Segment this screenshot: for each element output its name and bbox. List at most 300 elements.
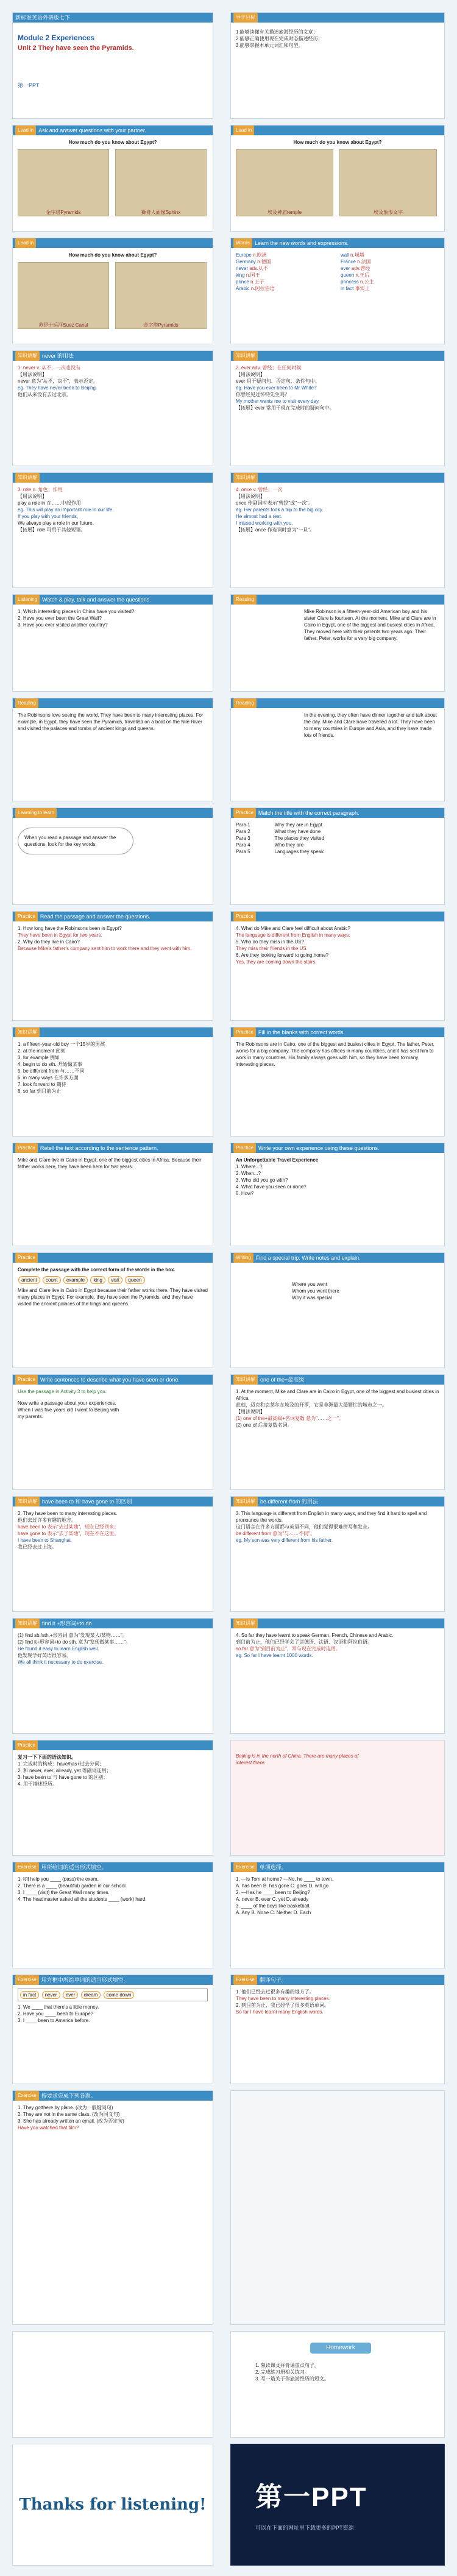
ever-line-6: My mother wants me to visit every day. — [236, 399, 320, 404]
sphinx-label: 狮身人面像Sphinx — [141, 210, 181, 215]
pyramid-image — [18, 149, 109, 216]
retell-para: Mike and Clare live in Cairo in Egypt, one of the biggest cities in Africa. Because their father works here, they have been here for two years. — [18, 1157, 202, 1169]
retell-bar — [13, 1143, 213, 1153]
reading-tag-3: Reading — [233, 698, 257, 708]
once-line-7: 【拓展】once 作连词时意为"一旦"。 — [236, 527, 315, 533]
ex1-title: 用所给词的适当形式填空。 — [41, 1864, 107, 1870]
ex3-word-3: ever — [63, 1991, 79, 1999]
listening-q3: 3. Have you ever visited another country? — [18, 622, 108, 628]
been-tag: 知识讲解 — [15, 1497, 40, 1506]
ex4-line-1: 1. 他们已经去过很多有趣的地方了。 — [236, 1989, 314, 1995]
oneof-4: (1) one of the+最高级+名词复数 意为"……之一"。 — [236, 1416, 344, 1421]
ex5-bar — [13, 2091, 213, 2101]
qa-title-1: Read the passage and answer the questions. — [40, 914, 151, 920]
pyramid-label-2: 金字塔Pyramids — [143, 322, 179, 328]
slide-reading-3 — [230, 698, 445, 801]
ever-line-4: eg. Have you ever been to Mr White? — [236, 385, 317, 391]
learning-bar — [13, 808, 213, 818]
word-row — [236, 272, 335, 279]
slide-ex-3 — [12, 1975, 213, 2084]
temple-label: 埃及神庙temple — [267, 210, 302, 215]
goal-3: 3.能够掌握本单元词汇和句型。 — [236, 43, 303, 48]
slide-once — [230, 472, 445, 588]
lead-in-tag-2: Lead in — [233, 126, 254, 135]
never-line-4: eg. They have never been to Beijing. — [18, 385, 97, 391]
word-row — [236, 252, 335, 258]
different-bar — [231, 1497, 444, 1506]
word-en: ever — [341, 266, 352, 271]
slide-ex-1 — [12, 1862, 213, 1968]
sofar-2: 到目前为止，他们已经学会了讲德语、法语、汉语和阿拉伯语。 — [236, 1639, 372, 1645]
word-row — [341, 258, 439, 265]
once-bar — [231, 473, 444, 483]
word-cn: n.阿拉伯语 — [250, 286, 275, 291]
slide-egypt-2 — [230, 125, 445, 232]
goal-2: 2.能够正确使用现在完成时态描述经历； — [236, 36, 323, 41]
one-of-tag: 知识讲解 — [233, 1375, 258, 1385]
word-row — [236, 279, 335, 285]
diff-1: 3. This language is different from English in many ways, and they find it hard to spell and pronounce the words. — [236, 1511, 427, 1523]
reading-para-1: Mike Robinson is a fifteen-year-old American boy and his sister Clare is fourteen. At the moment, Mike and Clare are in Cairo in Egypt, one of the biggest and busiest cities in Africa. They moved here with their parents two years ago. Their father, Peter, works for a very big company. — [304, 609, 436, 641]
review-1: 1. 完成时的构成：have/has+过去分词； — [18, 1761, 105, 1767]
lead-in-question: Ask and answer questions with your partner. — [38, 127, 146, 133]
sofar-4: eg. So far I have learnt 1000 words. — [236, 1653, 313, 1658]
ex2-line-5: 3. ____ of the boys like basketball. — [236, 1903, 311, 1909]
listening-title: Watch & play, talk and answer the questions. — [42, 597, 151, 603]
word-en: king — [236, 272, 246, 278]
oneof-1: 1. At the moment, Mike and Clare are in Cairo in Egypt, one of the biggest and busiest cities in Africa. — [236, 1389, 439, 1401]
writing-tag: Writing — [233, 1253, 253, 1263]
match-1: Why they are in Egypt — [274, 822, 322, 828]
word-row — [341, 252, 439, 258]
phrase-3: 3. for example 例如 — [18, 1055, 60, 1060]
ex3-line-1: 1. We ____ that there's a little money. — [18, 2004, 99, 2010]
review-tag: Practice — [15, 1740, 38, 1750]
find-4: 他发现学好英语很容易。 — [18, 1653, 71, 1658]
phrases-tag: 知识讲解 — [15, 1027, 40, 1037]
writing-line-2: Whom you went there — [292, 1288, 339, 1294]
match-2: What they have done — [274, 829, 321, 834]
words-title: Learn the new words and expressions. — [254, 240, 349, 246]
word-en: prince — [236, 279, 251, 285]
ppt-brand-slide — [230, 2444, 445, 2566]
ever-bar — [231, 351, 444, 361]
different-title: be different from 的用法 — [260, 1499, 318, 1505]
reading-bar-1 — [231, 595, 444, 605]
slide-qa-2 — [230, 911, 445, 1021]
slide-writing — [230, 1252, 445, 1368]
one-of-bar — [231, 1375, 444, 1385]
phrase-1: 1. a fifteen-year-old boy 一个15岁的男孩 — [18, 1041, 105, 1047]
exp-line-2: 1. Where...? — [236, 1164, 263, 1169]
role-line-6: We always play a role in our future. — [18, 520, 94, 526]
oneof-2: 此刻，迈克和克莱尔在埃及的开罗，它是非洲最大最繁忙的城市之一。 — [236, 1402, 387, 1408]
ex5-title: 按要求完成下列各题。 — [41, 2093, 96, 2099]
describe-tag: Practice — [15, 1375, 38, 1385]
ex5-line-1: 1. They gotthere by plane. (改为一般疑问句) — [18, 2105, 113, 2110]
ex1-line-4: 4. The headmaster asked all the students ____ (work) hard. — [18, 1897, 147, 1902]
word-cn: 事实上 — [355, 286, 370, 291]
ex3-tag: Exercise — [15, 1975, 39, 1985]
once-line-6: I missed working with you. — [236, 520, 293, 526]
words-list — [231, 248, 444, 296]
learning-tag: Learning to learn — [15, 808, 57, 818]
experience-bar — [231, 1143, 444, 1153]
word-en: Germany — [236, 259, 258, 264]
para-1: Para 1 — [236, 822, 250, 828]
hieroglyph-label: 埃及象形文字 — [374, 210, 403, 215]
once-line-5: He almost had a rest. — [236, 514, 283, 519]
word-row — [341, 265, 439, 272]
ever-line-1: 2. ever adv. 曾经；在任何时候 — [236, 365, 302, 371]
slide-ever — [230, 350, 445, 466]
review-2: 2. 和 never, ever, already, yet 等副词连用； — [18, 1768, 112, 1773]
one-of-title: one of the+最高级 — [260, 1377, 305, 1383]
module-title: Module 2 Experiences — [18, 34, 95, 42]
word-cn: n.欧洲 — [253, 252, 267, 258]
been-4: have gone to 表示"去了某地"，现在不在这里。 — [18, 1531, 119, 1536]
diff-2: 这门语言在许多方面都与英语不同，他们觉得很难拼写和发音。 — [236, 1524, 372, 1530]
word-row — [236, 265, 335, 272]
ex4-line-3: 2. 到目前为止，我已经学了很多英语单词。 — [236, 2003, 329, 2008]
qa2-q2: 5. Who do they miss in the US? — [236, 939, 305, 945]
once-tag: 知识讲解 — [233, 473, 258, 483]
word-cn: n.国王 — [246, 272, 260, 278]
egypt-question: How much do you know about Egypt? — [68, 140, 157, 145]
word-cn: n.王子 — [250, 279, 264, 285]
sofar-bar — [231, 1619, 444, 1628]
lead-in-tag-3: Lead in — [15, 238, 36, 248]
bar-text: 新标准英语外研版七下 — [15, 15, 71, 21]
ex1-line-2: 2. There is a ____ (beautiful) garden in our school. — [18, 1883, 127, 1889]
diff-4: eg. My son was very different from his father. — [236, 1538, 333, 1543]
been-bar — [13, 1497, 213, 1506]
slide-learning — [12, 807, 213, 905]
slide-egypt-3 — [12, 238, 213, 344]
complete-para: Mike and Clare live in Cairo in Egypt because their father works there. They have visited many places in Egypt. For example, they have seen the Pyramids, and they have visited the ancient palaces of the kings and queens. — [18, 1288, 208, 1307]
complete-bar — [13, 1253, 213, 1263]
ex5-line-3: 3. She has already written an email. (改为否定句) — [18, 2118, 124, 2124]
once-line-3: once 作副词时表示"曾经"或"一次"。 — [236, 500, 313, 506]
ex5-tag: Exercise — [15, 2091, 39, 2101]
slide-one-of — [230, 1374, 445, 1490]
complete-title: Complete the passage with the correct form of the words in the box. — [18, 1267, 175, 1272]
ex4-tag: Exercise — [233, 1975, 257, 1985]
experience-title: Write your own experience using these questions. — [258, 1145, 380, 1151]
ex3-word-2: never — [42, 1991, 60, 1999]
match-title: Match the title with the correct paragraph. — [258, 810, 360, 816]
goals-tag: 导学目标 — [233, 13, 258, 23]
ever-line-3: ever 用于疑问句、否定句、条件句中。 — [236, 378, 320, 384]
slide-match — [230, 807, 445, 905]
word-cn: n.王后 — [355, 272, 370, 278]
qa2-a1: The language is different from English in many ways. — [236, 932, 350, 938]
reading-para-2: The Robinsons love seeing the world. They have been to many interesting places. For example, in Egypt, they have seen the Pyramids, travelled on a boat on the Nile River and visited the palaces and tombs of ancient kings and queens. — [18, 712, 204, 731]
para-2: Para 2 — [236, 829, 250, 834]
box-word-2: count — [43, 1276, 61, 1284]
describe-bar — [13, 1375, 213, 1385]
qa2-q1: 4. What do Mike and Clare feel difficult about Arabic? — [236, 926, 350, 931]
ex4-title: 翻译句子。 — [259, 1977, 287, 1983]
slide-review — [12, 1740, 213, 1856]
slide-find-it — [12, 1618, 213, 1734]
never-line-2: 【用法说明】 — [18, 372, 47, 377]
ex2-line-3: 2. —Has he ____ been to Beijing? — [236, 1890, 310, 1895]
find-title: find it +形容词+to do — [42, 1620, 92, 1627]
qa-tag-1: Practice — [15, 912, 38, 921]
lead-in-bar-2 — [231, 126, 444, 135]
role-line-5: If you play with your friends, — [18, 514, 79, 519]
exp-line-1: An Unforgettable Travel Experience — [236, 1157, 319, 1163]
match-5: Languages they speak — [274, 849, 324, 854]
review-bar — [13, 1740, 213, 1750]
thanks-text: Thanks for listening! — [19, 2496, 207, 2514]
slide-ex-5 — [12, 2090, 213, 2325]
word-box — [18, 1276, 208, 1285]
experience-tag: Practice — [233, 1143, 256, 1153]
never-tag: 知识讲解 — [15, 351, 40, 361]
exp-line-4: 3. Who did you go with? — [236, 1177, 288, 1183]
review-3: 3. have been to 与 have gone to 的区别； — [18, 1775, 108, 1780]
ex4-line-2: They have been to many interesting places. — [236, 1996, 330, 2001]
diff-3: be different from 意为"与……不同"。 — [236, 1531, 316, 1536]
fill-para: The Robinsons are in Cairo, one of the biggest and busiest cities in Egypt. The father, Peter, works for a big company. The company has offices in many countries, and it has sent him to work in many countries. His family always goes with him, so they have been to many interesting places. — [236, 1041, 434, 1067]
unit-title: Unit 2 They have seen the Pyramids. — [18, 44, 134, 52]
writing-line-3: Why it was special — [292, 1295, 332, 1300]
phrase-4: 4. begin to do sth. 开始做某事 — [18, 1062, 82, 1067]
qa1-a1: They have been in Egypt for two years. — [18, 932, 102, 938]
find-bar — [13, 1619, 213, 1628]
qa2-q3: 6. Are they looking forward to going home? — [236, 953, 329, 958]
reading-tag-1: Reading — [233, 595, 257, 605]
oneof-3: 【用法说明】 — [236, 1409, 265, 1414]
ex3-line-2: 2. Have you ____ been to Europe? — [18, 2011, 94, 2017]
word-row — [341, 272, 439, 279]
box-word-3: example — [63, 1276, 88, 1284]
qa2-a3: Yes, they are coming down the stairs. — [236, 959, 317, 965]
complete-tag: Practice — [15, 1253, 38, 1263]
ex2-line-1: 1. —Is Tom at home? —No, he ____ to town. — [236, 1876, 333, 1882]
find-tag: 知识讲解 — [15, 1619, 40, 1628]
hieroglyph-image — [339, 149, 437, 216]
phrase-7: 7. look forward to 期待 — [18, 1082, 66, 1087]
slide-been-gone — [12, 1496, 213, 1612]
sofar-tag: 知识讲解 — [233, 1619, 258, 1628]
match-tag: Practice — [233, 808, 256, 818]
word-row — [341, 279, 439, 285]
word-en: never — [236, 266, 250, 271]
ex3-word-1: in fact — [20, 1991, 39, 1999]
phrase-5: 5. be different from 与……不同 — [18, 1068, 85, 1074]
words-bar — [231, 238, 444, 248]
ex5-line-4: Have you watched that film? — [18, 2125, 79, 2131]
slide-ex-2 — [230, 1862, 445, 1968]
slide-image-panel — [230, 2090, 445, 2325]
listening-bar — [13, 595, 213, 605]
describe-sub: Use the passage in Activity 3 to help you. — [18, 1389, 107, 1394]
phrases-bar — [13, 1027, 213, 1037]
ex2-title: 单项选择。 — [259, 1864, 287, 1870]
slide-ex-4 — [230, 1975, 445, 2084]
reading-bar-3 — [231, 698, 444, 708]
writing-bar — [231, 1253, 444, 1263]
slide-qa-1 — [12, 911, 213, 1021]
word-en: Arabic — [236, 286, 251, 291]
ever-tag: 知识讲解 — [233, 351, 258, 361]
homework-slide — [230, 2331, 445, 2438]
slide-reading-2 — [12, 698, 213, 801]
once-line-2: 【用法说明】 — [236, 494, 265, 499]
ex2-line-4: A. never B. ever C. yet D. already — [236, 1897, 309, 1902]
qa1-q1: 1. How long have the Robinsons been in Egypt? — [18, 926, 122, 931]
ex2-bar — [231, 1862, 444, 1872]
top-bar — [13, 13, 213, 23]
ex3-word-5: come down — [104, 1991, 135, 1999]
ex3-bar — [13, 1975, 213, 1985]
qa-bar-1 — [13, 912, 213, 921]
slide-phrases — [12, 1027, 213, 1137]
slide-describe — [12, 1374, 213, 1490]
sphinx-image — [115, 149, 207, 216]
fill-tag: Practice — [233, 1027, 256, 1037]
ex1-tag: Exercise — [15, 1862, 39, 1872]
ex1-line-3: 3. I ____ (visit) the Great Wall many times. — [18, 1890, 110, 1895]
pyramid-label: 金字塔Pyramids — [46, 210, 81, 215]
find-2: (2) find it+形容词+to do sth. 意为"发现做某事……"。 — [18, 1639, 131, 1645]
slide-blank-left — [12, 2331, 213, 2438]
word-en: France — [341, 259, 358, 264]
ex2-line-6: A. Any B. None C. Neither D. Each — [236, 1910, 311, 1915]
slide-different — [230, 1496, 445, 1612]
goal-1: 1.能够读懂有关描述旅游经历的文章； — [236, 29, 318, 35]
ever-line-2: 【用法说明】 — [236, 372, 265, 377]
ex4-line-4: So far I have learnt many English words. — [236, 2009, 324, 2015]
hw-1: 1. 熟读课文并背诵重点句子。 — [255, 2363, 319, 2368]
qa1-q2: 2. Why do they live in Cairo? — [18, 939, 80, 945]
slide-never — [12, 350, 213, 466]
qa1-a2: Because Mike's father's company sent him to work there and they went with him. — [18, 946, 192, 951]
slide-cover — [12, 12, 213, 119]
word-row — [341, 285, 439, 292]
retell-title: Retell the text according to the sentence pattern. — [40, 1145, 158, 1151]
ppt-logo: 第一PPT — [255, 2482, 367, 2512]
once-line-4: eg. Her parents took a trip to the big city. — [236, 507, 324, 513]
ever-line-5: 你曾经见过怀特先生吗？ — [236, 392, 289, 397]
para-4: Para 4 — [236, 842, 250, 848]
word-row — [236, 285, 335, 292]
word-en: Europe — [236, 252, 253, 258]
once-line-1: 4. once v. 曾经；一次 — [236, 487, 283, 492]
slide-fill — [230, 1027, 445, 1137]
describe-title: Write sentences to describe what you have seen or done. — [40, 1377, 180, 1383]
role-line-3: play a role in 在……中起作用 — [18, 500, 81, 506]
fill-bar — [231, 1027, 444, 1037]
ex3-title: 用方框中所给单词的适当形式填空。 — [41, 1977, 129, 1983]
ex3-word-4: dream — [81, 1991, 101, 1999]
phrase-2: 2. at the moment 此刻 — [18, 1048, 66, 1054]
review-title: 复习一下下面的语法知识。 — [18, 1755, 76, 1760]
goals-bar — [231, 13, 444, 23]
word-en: in fact — [341, 286, 355, 291]
ex2-line-2: A. has been B. has gone C. goes D. will go — [236, 1883, 329, 1889]
qa2-a2: They miss their friends in the US. — [236, 946, 308, 951]
qa-bar-2 — [231, 912, 444, 921]
sofar-3: so far 意为"到目前为止"，常与现在完成时连用。 — [236, 1646, 341, 1652]
match-3: The places they visited — [274, 836, 324, 841]
logo-text: 第一PPT — [18, 82, 40, 88]
para-5: Para 5 — [236, 849, 250, 854]
role-line-2: 【用法说明】 — [18, 494, 47, 499]
box-word-6: queen — [125, 1276, 144, 1284]
never-bar — [13, 351, 213, 361]
been-1: 2. They have been to many interesting places. — [18, 1511, 118, 1516]
never-line-5: 他们从来没有去过北京。 — [18, 392, 71, 397]
slide-goals — [230, 12, 445, 119]
ppt-sub: 可以在下面的网址里下载更多的PPT资源 — [255, 2525, 354, 2531]
role-line-4: eg. This will play an important role in our life. — [18, 507, 114, 513]
role-tag: 知识讲解 — [15, 473, 40, 483]
ex3-line-3: 3. I ____ been to America before. — [18, 2018, 90, 2023]
box-word-5: visit — [108, 1276, 122, 1284]
sofar-1: 4. So far they have learnt to speak German, French, Chinese and Arabic. — [236, 1633, 394, 1638]
find-5: We all think it necessary to do exercise. — [18, 1659, 104, 1665]
word-cn: adv.曾经 — [351, 266, 370, 271]
slide-bubble — [230, 1740, 445, 1856]
temple-image — [236, 149, 333, 216]
ex3-box — [18, 1989, 208, 2001]
ex1-bar — [13, 1862, 213, 1872]
been-title: have been to 和 have gone to 的区别 — [42, 1499, 132, 1505]
word-en: wall — [341, 252, 351, 258]
slide-words — [230, 238, 445, 344]
phrase-8: 8. so far 到目前为止 — [18, 1088, 62, 1094]
ever-line-7: 【拓展】ever 常用于现在完成时的疑问句中。 — [236, 405, 335, 411]
describe-para: Now write a passage about your experiences. When I was five years old I went to Beijing with my parents. — [18, 1400, 119, 1419]
never-line-3: never 意为"从不，决不"，表示否定。 — [18, 378, 98, 384]
exp-line-3: 2. When...? — [236, 1171, 261, 1176]
ex2-tag: Exercise — [233, 1862, 257, 1872]
qa-tag-2: Practice — [233, 912, 256, 921]
learning-bubble: When you read a passage and answer the questions, look for the key words. — [18, 828, 133, 854]
canal-image — [18, 262, 109, 329]
slide-listening — [12, 594, 213, 692]
been-2: 他们去过许多有趣的地方。 — [18, 1517, 76, 1523]
reading-bar-2 — [13, 698, 213, 708]
word-row — [236, 258, 335, 265]
word-en: princess — [341, 279, 361, 285]
lead-in-tag: Lead in — [15, 126, 36, 135]
been-5: I have been to Shanghai. — [18, 1538, 72, 1543]
word-cn: n.城墙 — [350, 252, 364, 258]
exp-line-6: 5. How? — [236, 1191, 254, 1196]
thanks-slide — [12, 2444, 213, 2566]
slide-reading-1 — [230, 594, 445, 692]
egypt-question-3: How much do you know about Egypt? — [68, 252, 157, 258]
different-tag: 知识讲解 — [233, 1497, 258, 1506]
slide-egypt-1 — [12, 125, 213, 232]
word-cn: n.公主 — [360, 279, 374, 285]
slide-experience — [230, 1143, 445, 1246]
listening-tag: Listening — [15, 595, 40, 605]
listening-q1: 1. Which interesting places in China have you visited? — [18, 609, 135, 614]
never-title: never 的用法 — [42, 353, 74, 359]
match-bar — [231, 808, 444, 818]
slide-so-far — [230, 1618, 445, 1734]
homework-title: Homework — [310, 2343, 371, 2354]
words-tag: Words — [233, 238, 252, 248]
bubble-text: Beijing is in the north of China. There are many places of interest there. — [236, 1753, 359, 1765]
box-word-4: king — [90, 1276, 105, 1284]
